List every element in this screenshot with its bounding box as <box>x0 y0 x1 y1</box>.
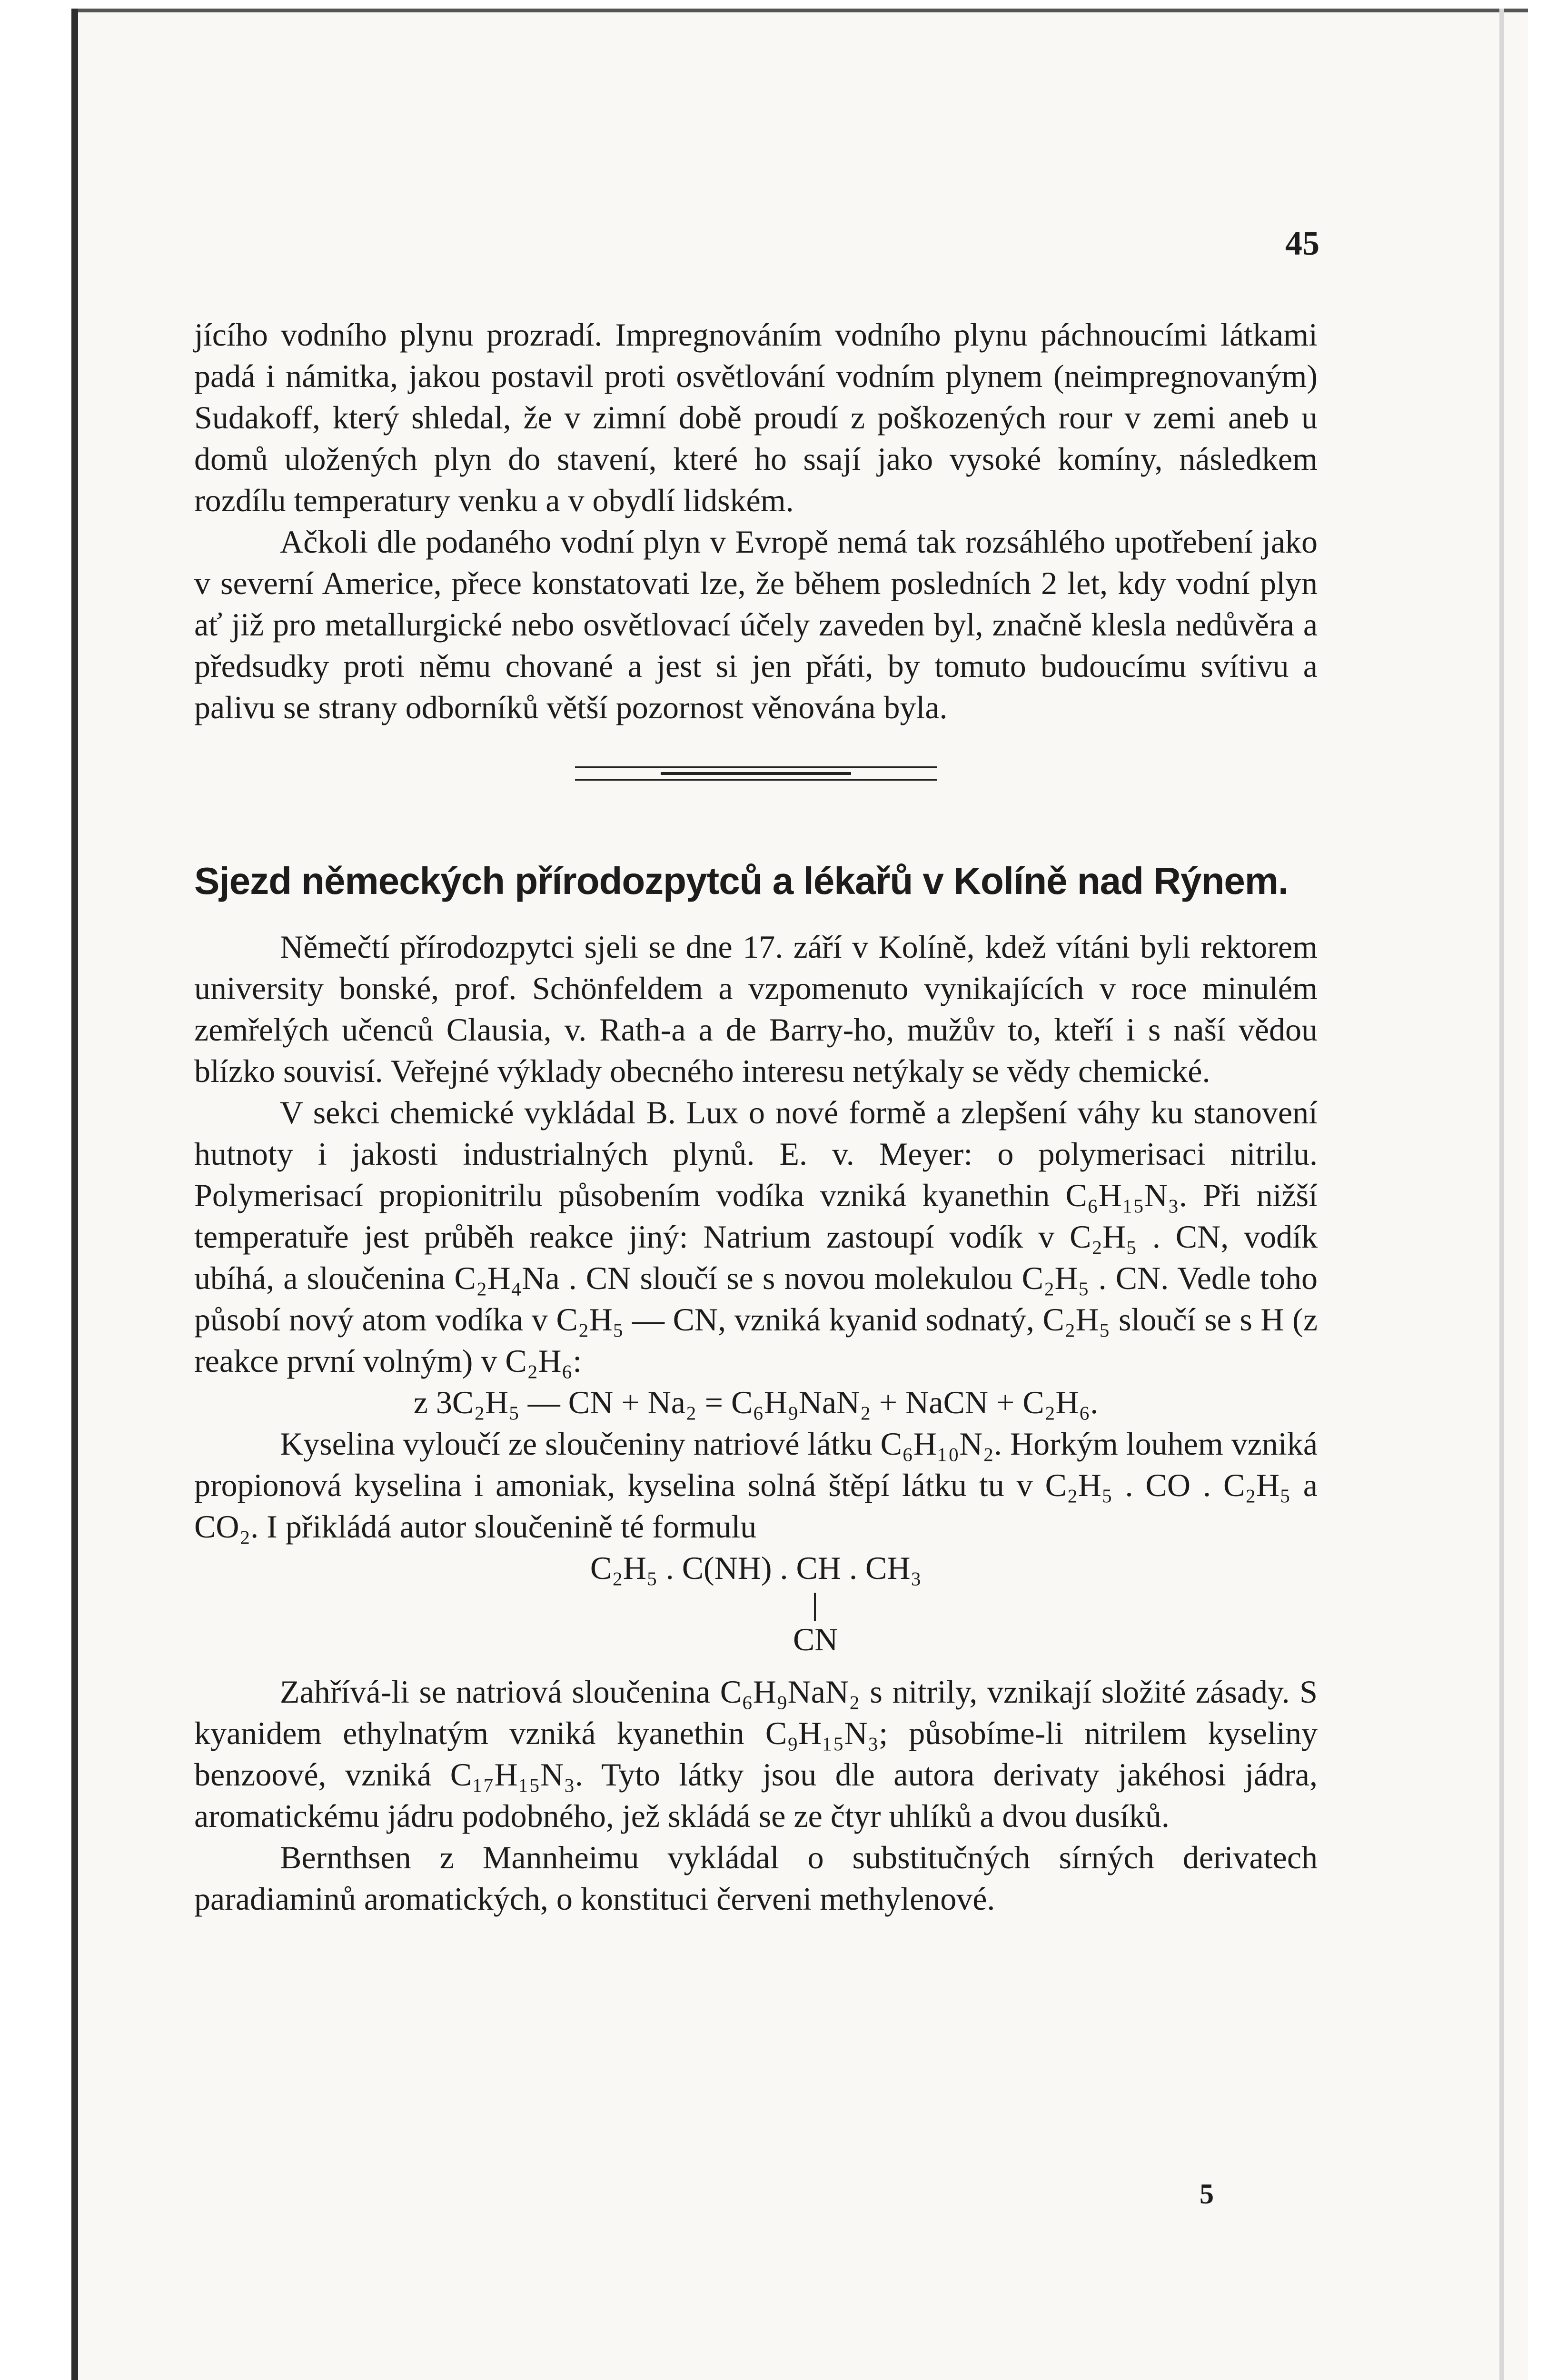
page-number: 45 <box>1285 224 1319 262</box>
reaction-equation: z 3C₂H₅ — CN + Na₂ = C₆H₉NaN₂ + NaCN + C₂H₆. <box>413 1384 1099 1420</box>
signature-mark: 5 <box>1200 2178 1214 2210</box>
formula-bond-line <box>814 1593 816 1621</box>
section-separator <box>575 763 937 783</box>
page-top-edge <box>71 9 1528 12</box>
paragraph-sodium-compound: Zahřívá-li se natriová sloučenina C₆H₉NaN₂ s nitrily, vznikají složité zásady. S kyanidem ethylnatým vzniká kyanethin C₉H₁₅N₃; působíme-li nitrilem kyseliny benzoové, vzniká C₁₇H₁₅N₃. Tyto látky jsou dle autora derivaty jakéhosi jádra, aromatickému jádru podobného, jež skládá se ze čtyr uhlíků a dvou dusíků. <box>194 1674 1318 1834</box>
structural-formula <box>194 1547 1318 1671</box>
paragraph-acid-separation: Kyselina vyloučí ze sloučeniny natriové látku C₆H₁₀N₂. Horkým louhem vzniká propionová kyselina i amoniak, kyselina solná štěpí látku tu v C₂H₅ . CO . C₂H₅ a CO₂. I přikládá autor sloučenině té formulu <box>194 1426 1318 1545</box>
paragraph-water-gas-europe: Ačkoli dle podaného vodní plyn v Evropě nemá tak rozsáhlého upotřebení jako v severní Americe, přece konstatovati lze, že během posledních 2 let, kdy vodní plyn ať již pro metallurgické nebo osvětlovací účely zaveden byl, značně klesla nedůvěra a předsudky proti němu chované a jest si jen přáti, by tomuto budoucímu svítivu a palivu se strany odborníků větší pozornost věnována byla. <box>194 524 1318 725</box>
paragraph-bernthsen: Bernthsen z Mannheimu vykládal o substitučných sírných derivatech paradiaminů aromatických, o konstituci červeni methylenové. <box>194 1839 1318 1917</box>
section-heading: Sjezd německých přírodozpytců a lékařů v Kolíně nad Rýnem. <box>194 860 1289 902</box>
page-content <box>194 219 1318 1920</box>
page-left-edge <box>71 9 78 2380</box>
paragraph-congress-intro: Němečtí přírodozpytci sjeli se dne 17. září v Kolíně, kdež vítáni byli rektorem university bonské, prof. Schönfeldem a vzpomenuto vynikajících v roce minulém zemřelých učenců Clausia, v. Rath-a a de Barry-ho, mužův to, kteří i s naší vědou blízko souvisí. Veřejné výklady obecného interesu netýkaly se vědy chemické. <box>194 929 1318 1089</box>
paragraph-continuation: jícího vodního plynu prozradí. Impregnováním vodního plynu páchnoucími látkami padá i námitka, jakou postavil proti osvětlování vodním plynem (neimpregnovaným) Sudakoff, který shledal, že v zimní době proudí z poškozených rour v zemi aneb u domů uložených plyn do stavení, které ho ssají jako vysoké komíny, následkem rozdílu temperatury venku a v obydlí lidském. <box>194 317 1318 518</box>
formula-cn-group: CN <box>793 1621 838 1657</box>
page-right-edge <box>1499 9 1504 2380</box>
formula-main-chain: C₂H₅ . C(NH) . CH . CH₃ <box>590 1550 922 1586</box>
paragraph-chemical-section: V sekci chemické vykládal B. Lux o nové formě a zlepšení váhy ku stanovení hutnoty i jakosti industrialných plynů. E. v. Meyer: o polymerisaci nitrilu. Polymerisací propionitrilu působením vodíka vzniká kyanethin C₆H₁₅N₃. Při nižší temperatuře jest průběh reakce jiný: Natrium zastoupí vodík v C₂H₅ . CN, vodík ubíhá, a sloučenina C₂H₄Na . CN sloučí se s novou molekulou C₂H₅ . CN. Vedle toho působí nový atom vodíka v C₂H₅ — CN, vzniká kyanid sodnatý, C₂H₅ sloučí se s H (z reakce první volným) v C₂H₆: <box>194 1094 1318 1379</box>
